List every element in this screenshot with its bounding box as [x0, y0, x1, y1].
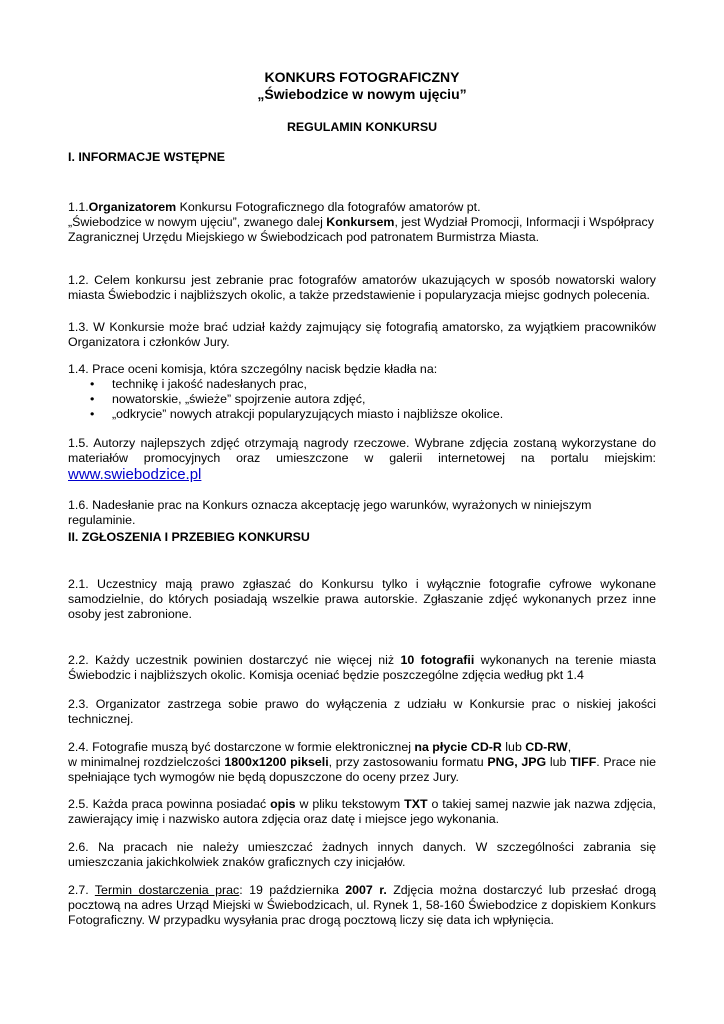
- regulation-title: REGULAMIN KONKURSU: [286, 120, 438, 134]
- list-item: • technikę i jakość nadesłanych prac,: [90, 377, 307, 391]
- paragraph-1-5: 1.5. Autorzy najlepszych zdjęć otrzymają nagrody rzeczowe. Wybrane zdjęcia zostaną wykorzystane do materiałów promocyjnych oraz umieszczone w galerii internetowej na portalu miejskim: www.swiebodzice.pl: [68, 436, 656, 483]
- paragraph-2-4: 2.4. Fotografie muszą być dostarczone w formie elektronicznej na płycie CD-R lub CD-RW, w minimalnej rozdzielczości 1800x1200 pikseli, przy zastosowaniu formatu PNG, JPG lub TIFF. Prace nie spełniające tych wymogów nie będą dopuszczone do oceny przez Jury.: [68, 740, 657, 784]
- section-2-heading: II. ZGŁOSZENIA I PRZEBIEG KONKURSU: [68, 530, 310, 544]
- paragraph-1-4: [68, 362, 656, 422]
- paragraph-1-6: 1.6. Nadesłanie prac na Konkurs oznacza akceptację jego warunków, wyrażonych w niniejszym regulaminie.: [68, 498, 592, 527]
- bullet-icon: •: [90, 407, 95, 421]
- criteria-list: [68, 377, 656, 422]
- paragraph-2-3: 2.3. Organizator zastrzega sobie prawo do wyłączenia z udziału w Konkursie prac o niskiej jakości technicznej.: [68, 697, 656, 726]
- contest-title: KONKURS FOTOGRAFICZNY: [264, 69, 460, 85]
- portal-link[interactable]: www.swiebodzice.pl: [68, 466, 202, 483]
- contest-subtitle: „Świebodzice w nowym ujęciu”: [257, 86, 467, 102]
- list-item: • „odkrycie” nowych atrakcji popularyzujących miasto i najbliższe okolice.: [90, 407, 504, 421]
- bullet-icon: •: [90, 377, 95, 391]
- paragraph-2-2: 2.2. Każdy uczestnik powinien dostarczyć nie więcej niż 10 fotografii wykonanych na terenie miasta Świebodzic i najbliższych okolic. Komisja oceniać będzie poszczególne zdjęcia według pkt 1.4: [68, 653, 656, 682]
- paragraph-2-5: 2.5. Każda praca powinna posiadać opis w pliku tekstowym TXT o takiej samej nazwie jak nazwa zdjęcia, zawierający imię i nazwisko autora zdjęcia oraz datę i miejsce jego wykonania.: [68, 797, 656, 826]
- paragraph-2-7: 2.7. Termin dostarczenia prac: 19 października 2007 r. Zdjęcia można dostarczyć lub przesłać drogą pocztową na adres Urząd Miejski w Świebodzicach, ul. Rynek 1, 58-160 Świebodzice z dopiskiem Konkurs Fotograficzny. W przypadku wysyłania prac drogą pocztową liczy się data ich wpłynięcia.: [68, 883, 656, 927]
- paragraph-1-2: 1.2. Celem konkursu jest zebranie prac fotografów amatorów ukazujących w sposób nowatorski walory miasta Świebodzic i najbliższych okolic, a także przedstawienie i popularyzacja miejsc godnych polecenia.: [68, 273, 656, 302]
- paragraph-2-6: 2.6. Na pracach nie należy umieszczać żadnych innych danych. W szczególności zabrania się umieszczania jakichkolwiek znaków graficznych czy inicjałów.: [68, 840, 656, 869]
- criteria-intro: 1.4. Prace oceni komisja, która szczególny nacisk będzie kładła na:: [68, 362, 438, 376]
- section-1-heading: I. INFORMACJE WSTĘPNE: [68, 150, 225, 164]
- paragraph-2-1: 2.1. Uczestnicy mają prawo zgłaszać do Konkursu tylko i wyłącznie fotografie cyfrowe wykonane samodzielnie, do których posiadają wszelkie prawa autorskie. Zgłaszanie zdjęć wykonanych przez inne osoby jest zabronione.: [68, 577, 656, 621]
- list-item: • nowatorskie, „świeże” spojrzenie autora zdjęć,: [90, 392, 366, 406]
- paragraph-1-3: 1.3. W Konkursie może brać udział każdy zajmujący się fotografią amatorsko, za wyjątkiem pracowników Organizatora i członków Jury.: [68, 320, 656, 349]
- bullet-icon: •: [90, 392, 95, 406]
- paragraph-1-1: 1.1.Organizatorem Konkursu Fotograficznego dla fotografów amatorów pt. „Świebodzice w nowym ujęciu”, zwanego dalej Konkursem, jest Wydział Promocji, Informacji i Współpracy Zagranicznej Urzędu Miejskiego w Świebodzicach pod patronatem Burmistrza Miasta.: [68, 200, 654, 244]
